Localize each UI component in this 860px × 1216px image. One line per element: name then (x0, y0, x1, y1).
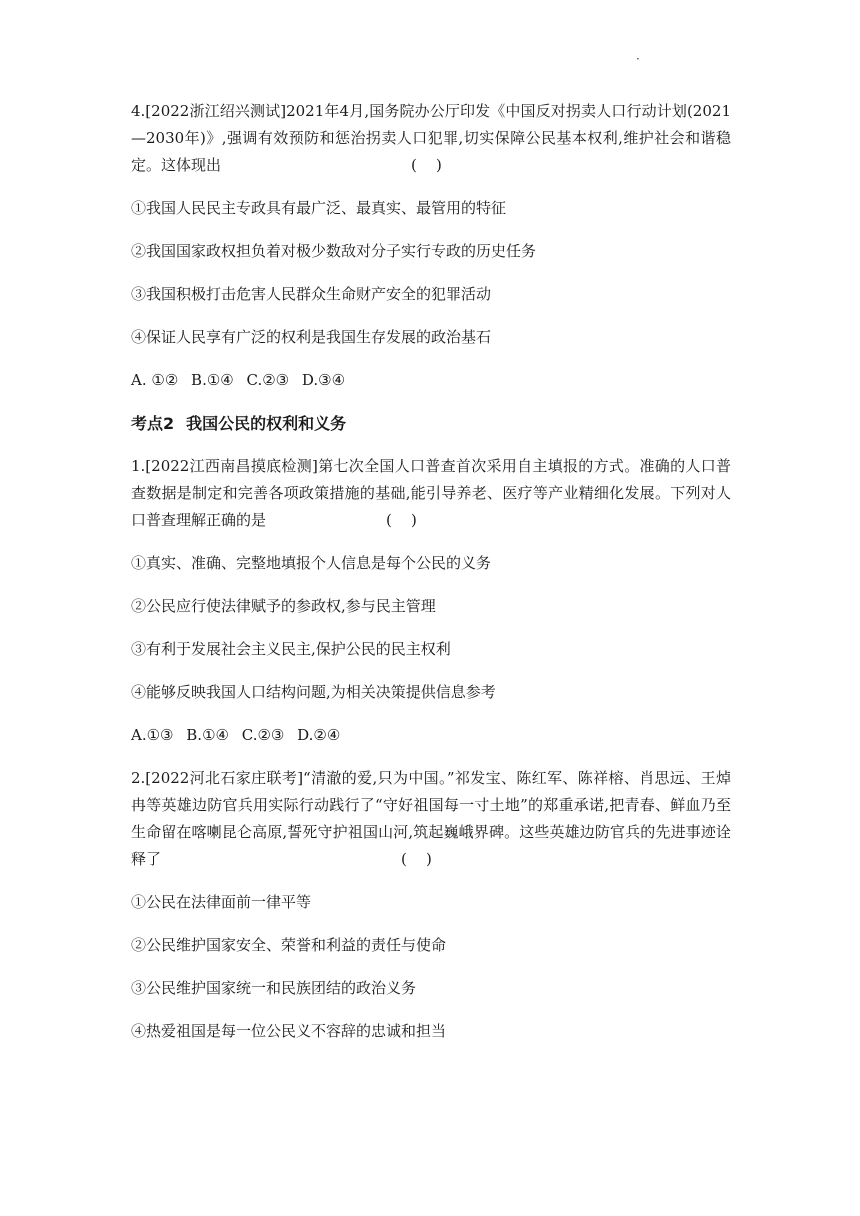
option-3: ③我国积极打击危害人民群众生命财产安全的犯罪活动 (131, 285, 492, 303)
option-3: ③公民维护国家统一和民族团结的政治义务 (131, 979, 417, 997)
option-1: ①我国人民民主专政具有最广泛、最真实、最管用的特征 (131, 199, 507, 217)
answer-parenthesis: ( ) (401, 850, 432, 868)
choice-b: B.①④ (191, 371, 234, 389)
choice-d: D.②④ (297, 726, 341, 744)
question-stem (131, 765, 731, 873)
question-2 (131, 765, 731, 1045)
option-1: ①公民在法律面前一律平等 (131, 893, 312, 911)
question-1 (131, 453, 731, 749)
choice-c: C.②③ (241, 726, 285, 744)
option-4: ④保证人民享有广泛的权利是我国生存发展的政治基石 (131, 328, 492, 346)
option-1: ①真实、准确、完整地填报个人信息是每个公民的义务 (131, 554, 492, 572)
choice-d: D.③④ (301, 371, 346, 389)
question-stem-text: 4.[2022浙江绍兴测试]2021年4月,国务院办公厅印发《中国反对拐卖人口行动计划(2021—2030年)》,强调有效预防和惩治拐卖人口犯罪,切实保障公民基本权利,维护社会和谐稳定。这体现出 (131, 102, 731, 174)
answer-parenthesis: ( ) (411, 156, 442, 174)
choice-c: C.②③ (246, 371, 290, 389)
option-2: ②公民维护国家安全、荣誉和利益的责任与使命 (131, 936, 447, 954)
answer-choices (131, 367, 731, 394)
section-title: 我国公民的权利和义务 (186, 414, 347, 433)
section-heading (131, 410, 731, 437)
content-area (131, 98, 731, 1061)
option-2: ②我国国家政权担负着对极少数敌对分子实行专政的历史任务 (131, 242, 537, 260)
question-stem-text: 1.[2022江西南昌摸底检测]第七次全国人口普查首次采用自主填报的方式。准确的人口普查数据是制定和完善各项政策措施的基础,能引导养老、医疗等产业精细化发展。下列对人口普查理解正确的是 (131, 457, 731, 529)
option-3: ③有利于发展社会主义民主,保护公民的民主权利 (131, 640, 451, 658)
question-4 (131, 98, 731, 394)
answer-parenthesis: ( ) (386, 511, 417, 529)
question-stem (131, 453, 731, 534)
option-2: ②公民应行使法律赋予的参政权,参与民主管理 (131, 597, 436, 615)
option-4: ④能够反映我国人口结构问题,为相关决策提供信息参考 (131, 683, 496, 701)
question-stem-text: 2.[2022河北石家庄联考]“清澈的爱,只为中国。”祁发宝、陈红军、陈祥榕、肖思远、王焯冉等英雄边防官兵用实际行动践行了“守好祖国每一寸土地”的郑重承诺,把青春、鲜血乃至生命留在喀喇昆仑高原,誓死守护祖国山河,筑起巍峨界碑。这些英雄边防官兵的先进事迹诠释了 (131, 769, 731, 868)
choice-b: B.①④ (186, 726, 229, 744)
section-number: 考点2 (131, 414, 175, 433)
header-mark: · (636, 52, 640, 66)
answer-choices (131, 722, 731, 749)
option-4: ④热爱祖国是每一位公民义不容辞的忠诚和担当 (131, 1022, 447, 1040)
choice-a: A.①③ (131, 726, 174, 744)
choice-a: A. ①② (131, 371, 179, 389)
question-stem (131, 98, 731, 179)
